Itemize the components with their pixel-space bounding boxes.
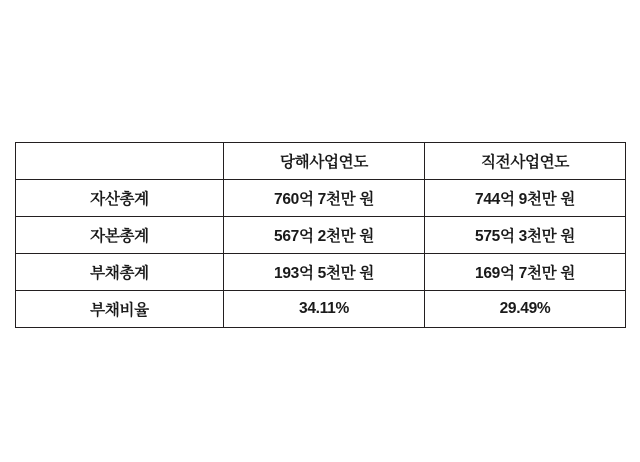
cell-total-liabilities-current: 193억 5천만 원: [224, 254, 425, 291]
cell-total-liabilities-previous: 169억 7천만 원: [425, 254, 626, 291]
column-header-previous-year: 직전사업연도: [425, 143, 626, 180]
cell-debt-ratio-previous: 29.49%: [425, 291, 626, 328]
row-label-debt-ratio: 부채비율: [16, 291, 224, 328]
table-corner-cell: [16, 143, 224, 180]
finance-table: [15, 142, 626, 328]
table-row: [16, 254, 626, 291]
row-label-total-assets: 자산총계: [16, 180, 224, 217]
cell-total-equity-current: 567억 2천만 원: [224, 217, 425, 254]
cell-total-assets-previous: 744억 9천만 원: [425, 180, 626, 217]
table-row: [16, 217, 626, 254]
finance-table-container: [15, 142, 625, 328]
row-label-total-liabilities: 부채총계: [16, 254, 224, 291]
table-header-row: [16, 143, 626, 180]
table-row: [16, 180, 626, 217]
cell-total-assets-current: 760억 7천만 원: [224, 180, 425, 217]
table-row: [16, 291, 626, 328]
cell-debt-ratio-current: 34.11%: [224, 291, 425, 328]
column-header-current-year: 당해사업연도: [224, 143, 425, 180]
row-label-total-equity: 자본총계: [16, 217, 224, 254]
cell-total-equity-previous: 575억 3천만 원: [425, 217, 626, 254]
